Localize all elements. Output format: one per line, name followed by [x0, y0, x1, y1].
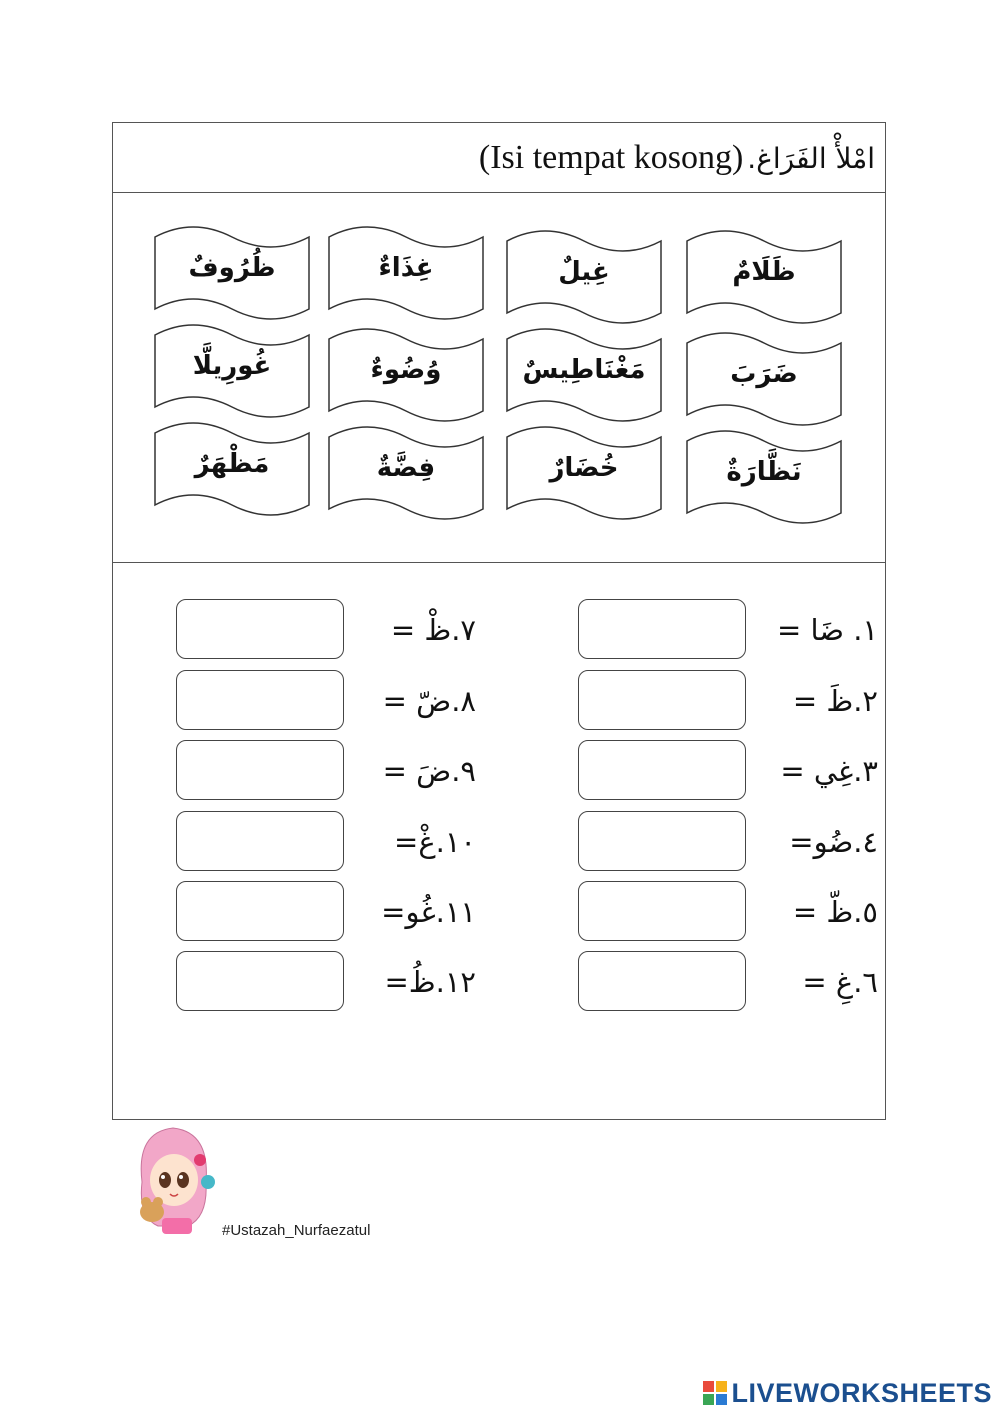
question-prompt: ٨.ضّ =	[382, 684, 476, 718]
question-prompt: ٩.ضَ =	[382, 754, 476, 788]
word-label: ضَرَبَ	[730, 359, 798, 389]
question-prompt: ١٠.غْ=	[394, 825, 476, 859]
word-bank	[113, 193, 885, 563]
question-6	[578, 951, 878, 1013]
question-prompt: ١٢.ظُ=	[384, 965, 476, 999]
question-7	[176, 599, 476, 661]
question-5	[578, 881, 878, 943]
answer-box[interactable]	[578, 740, 746, 800]
word-card	[505, 229, 663, 325]
author-credit: #Ustazah_Nurfaezatul	[222, 1222, 371, 1239]
question-4	[578, 811, 878, 873]
answer-box[interactable]	[578, 951, 746, 1011]
question-prompt: ١١.غُو=	[381, 895, 476, 929]
answer-box[interactable]	[578, 670, 746, 730]
answer-box[interactable]	[578, 811, 746, 871]
question-12	[176, 951, 476, 1013]
question-prompt: ٣.غِي =	[780, 754, 878, 788]
word-card	[327, 327, 485, 423]
question-3	[578, 740, 878, 802]
word-card	[685, 429, 843, 525]
instruction-latin: (Isi tempat kosong)	[478, 139, 744, 176]
question-1	[578, 599, 878, 661]
word-label: مَغْنَاطِيسٌ	[522, 355, 646, 385]
answer-box[interactable]	[176, 599, 344, 659]
instruction	[479, 131, 875, 185]
question-10	[176, 811, 476, 873]
instruction-row	[113, 123, 885, 193]
answer-box[interactable]	[176, 670, 344, 730]
word-label: ظَلَامٌ	[732, 257, 796, 287]
word-label: وُضُوءٌ	[370, 355, 442, 385]
worksheet-frame	[112, 122, 886, 1120]
question-prompt: ٢.ظَ =	[792, 684, 878, 718]
word-card	[153, 225, 311, 321]
word-label: نَظَّارَةٌ	[726, 457, 802, 487]
answer-box[interactable]	[176, 740, 344, 800]
word-card	[153, 421, 311, 517]
liveworksheets-logo-icon	[703, 1381, 727, 1405]
answer-box[interactable]	[578, 599, 746, 659]
word-label: غِذَاءٌ	[378, 253, 434, 283]
answer-box[interactable]	[578, 881, 746, 941]
mascot-girl-illustration	[128, 1122, 218, 1240]
question-prompt: ٧.ظْ =	[390, 613, 476, 647]
word-card	[505, 327, 663, 423]
question-prompt: ٥.ظّ =	[792, 895, 878, 929]
brand-name: LIVEWORKSHEETS	[731, 1377, 992, 1408]
question-11	[176, 881, 476, 943]
word-label: مَظْهَرٌ	[194, 449, 270, 479]
word-card	[685, 331, 843, 427]
question-prompt: ٤.ضُو=	[789, 825, 878, 859]
word-card	[153, 323, 311, 419]
word-label: غُورِيلَّا	[192, 351, 272, 381]
word-label: خُضَارٌ	[549, 453, 619, 483]
answer-box[interactable]	[176, 811, 344, 871]
answer-box[interactable]	[176, 951, 344, 1011]
question-9	[176, 740, 476, 802]
question-8	[176, 670, 476, 732]
word-label: فِضَّةٌ	[376, 453, 436, 483]
question-prompt: ١. ضَا =	[777, 613, 878, 647]
word-card	[505, 425, 663, 521]
word-label: ظُرُوفٌ	[188, 253, 276, 283]
question-prompt: ٦.غِ =	[802, 965, 878, 999]
word-card	[327, 425, 485, 521]
brand-footer[interactable]	[703, 1378, 992, 1408]
word-card	[327, 225, 485, 321]
answer-box[interactable]	[176, 881, 344, 941]
instruction-arabic: امْلأْ الفَرَاغ.	[747, 141, 875, 175]
word-card	[685, 229, 843, 325]
question-2	[578, 670, 878, 732]
word-label: غِيلٌ	[558, 257, 610, 287]
